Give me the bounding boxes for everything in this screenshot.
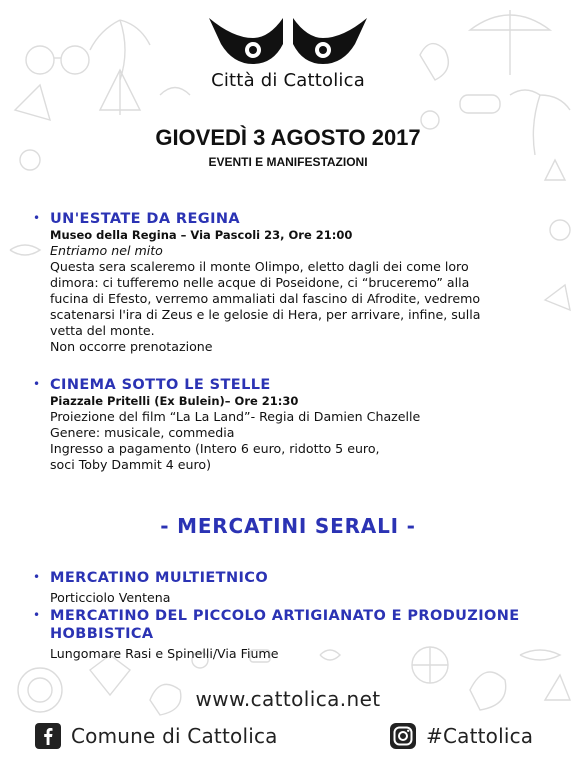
page-title: GIOVEDÌ 3 AGOSTO 2017: [155, 125, 421, 150]
city-logo: [200, 8, 376, 102]
facebook-icon: [35, 723, 61, 749]
market-title-continued: HOBBISTICA: [50, 626, 154, 642]
event-description-line: Ingresso a pagamento (Intero 6 euro, ridotto 5 euro,: [50, 441, 380, 456]
page-subtitle: EVENTI E MANIFESTAZIONI: [208, 155, 368, 169]
instagram-icon: [390, 723, 416, 749]
market-location: Porticciolo Ventena: [50, 590, 171, 605]
event-item: [33, 376, 553, 473]
instagram-link[interactable]: [390, 722, 533, 750]
logo-text: Città di Cattolica: [211, 70, 365, 91]
market-item: [33, 569, 553, 606]
event-description-line: fucina di Efesto, verremo ammaliati dal fascino di Afrodite, vedremo: [50, 291, 481, 306]
event-description-line: scatenarsi l'ira di Zeus e le gelosie di Hera, per arrivare, infine, sulla: [50, 307, 481, 322]
event-note: Non occorre prenotazione: [50, 339, 213, 354]
section-title-markets: - MERCATINI SERALI -: [160, 514, 416, 538]
market-title: MERCATINO DEL PICCOLO ARTIGIANATO E PRODUZIONE: [50, 608, 520, 624]
event-description-line: soci Toby Dammit 4 euro): [50, 457, 212, 472]
logo-eyes-icon: [203, 8, 373, 70]
event-description-line: vetta del monte.: [50, 323, 155, 338]
event-item: [33, 210, 553, 355]
bullet-icon: •: [33, 608, 41, 622]
website-link[interactable]: www.cattolica.net: [195, 687, 381, 711]
market-location: Lungomare Rasi e Spinelli/Via Fiume: [50, 646, 279, 661]
bullet-icon: •: [33, 570, 41, 584]
instagram-label: #Cattolica: [426, 724, 534, 748]
facebook-link[interactable]: [35, 722, 278, 750]
event-title: UN'ESTATE DA REGINA: [50, 211, 241, 227]
event-description-line: Questa sera scaleremo il monte Olimpo, eletto dagli dei come loro: [50, 259, 469, 274]
event-tagline: Entriamo nel mito: [50, 243, 163, 258]
event-description-line: Genere: musicale, commedia: [50, 425, 235, 440]
bullet-icon: •: [33, 211, 41, 225]
facebook-label: Comune di Cattolica: [71, 724, 278, 748]
event-description-line: dimora: ci tufferemo nelle acque di Poseidone, ci “bruceremo” alla: [50, 275, 470, 290]
bullet-icon: •: [33, 377, 41, 391]
market-title: MERCATINO MULTIETNICO: [50, 570, 269, 586]
market-item: [33, 607, 553, 662]
event-title: CINEMA SOTTO LE STELLE: [50, 377, 271, 393]
event-description-line: Proiezione del film “La La Land”- Regia di Damien Chazelle: [50, 409, 421, 424]
event-location: Museo della Regina – Via Pascoli 23, Ore 21:00: [50, 228, 353, 242]
event-location: Piazzale Pritelli (Ex Bulein)– Ore 21:30: [50, 394, 299, 408]
